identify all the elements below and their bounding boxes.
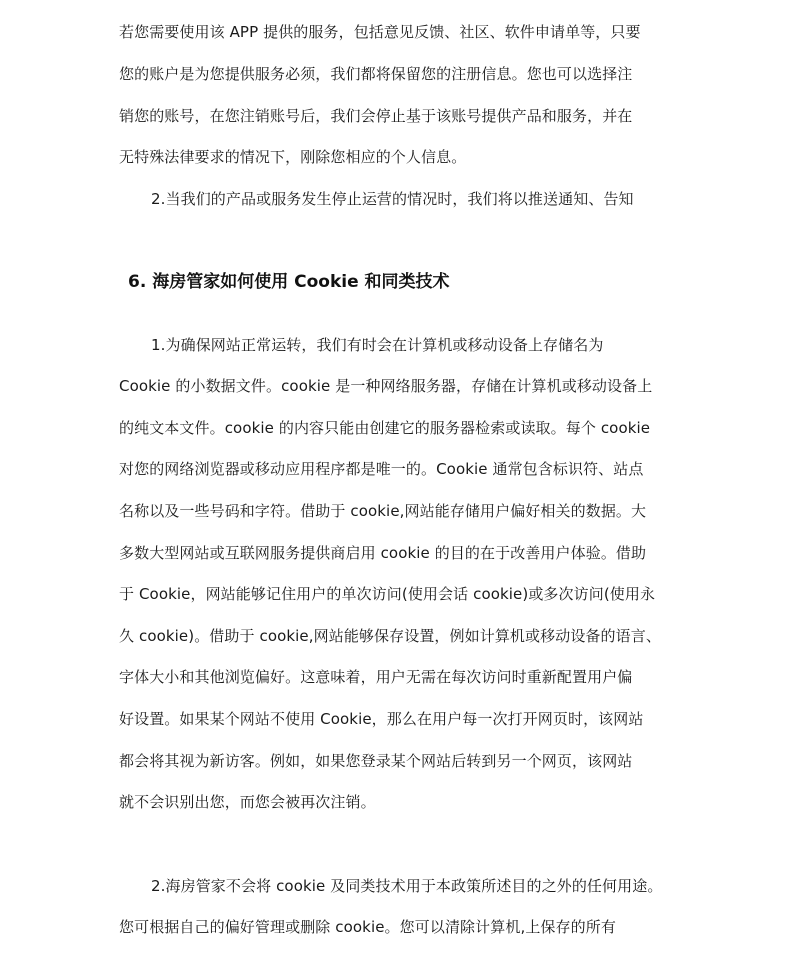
cookie-paragraph-1-line-3: 的纯文本文件。cookie 的内容只能由创建它的服务器检索或读取。每个 cookie bbox=[119, 419, 651, 437]
cookie-paragraph-1-line-9: 字体大小和其他浏览偏好。这意味着，用户无需在每次访问时重新配置用户偏 bbox=[119, 668, 633, 686]
cookie-paragraph-1-line-5: 名称以及一些号码和字符。借助于 cookie,网站能存储用户偏好相关的数据。大 bbox=[119, 502, 647, 520]
cookie-paragraph-1-line-6: 多数大型网站或互联网服务提供商启用 cookie 的目的在于改善用户体验。借助 bbox=[119, 544, 647, 562]
paragraph-top-line-4: 无特殊法律要求的情况下，刚除您相应的个人信息。 bbox=[119, 148, 467, 166]
section-heading-cookie: 6. 海房管家如何使用 Cookie 和同类技术 bbox=[128, 272, 450, 292]
cookie-paragraph-1-line-2: Cookie 的小数据文件。cookie 是一种网络服务器，存储在计算机或移动设备上 bbox=[119, 377, 653, 395]
paragraph-top-line-2: 您的账户是为您提供服务必须，我们都将保留您的注册信息。您也可以选择注 bbox=[119, 65, 633, 83]
cookie-paragraph-1-line-8: 久 cookie)。借助于 cookie,网站能够保存设置，例如计算机或移动设备的语言、 bbox=[119, 627, 661, 645]
cookie-paragraph-1-line-12: 就不会识别出您，而您会被再次注销。 bbox=[119, 793, 376, 811]
cookie-paragraph-1-line-4: 对您的网络浏览器或移动应用程序都是唯一的。Cookie 通常包含标识符、站点 bbox=[119, 460, 644, 478]
cookie-paragraph-1-line-10: 好设置。如果某个网站不使用 Cookie，那么在用户每一次打开网页时，该网站 bbox=[119, 710, 644, 728]
cookie-paragraph-1-line-11: 都会将其视为新访客。例如，如果您登录某个网站后转到另一个网页，该网站 bbox=[119, 752, 633, 770]
cookie-paragraph-1-line-1: 1.为确保网站正常运转，我们有时会在计算机或移动设备上存储名为 bbox=[151, 336, 604, 354]
cookie-paragraph-2-line-2: 您可根据自己的偏好管理或删除 cookie。您可以清除计算机,上保存的所有 bbox=[119, 918, 616, 936]
cookie-paragraph-2-line-1: 2.海房管家不会将 cookie 及同类技术用于本政策所述目的之外的任何用途。 bbox=[151, 877, 663, 895]
cookie-paragraph-1-line-7: 于 Cookie，网站能够记住用户的单次访问(使用会话 cookie)或多次访问(使用永 bbox=[119, 585, 656, 603]
paragraph-top-line-1: 若您需要使用该 APP 提供的服务，包括意见反馈、社区、软件申请单等，只要 bbox=[119, 23, 641, 41]
paragraph-top-line-3: 销您的账号，在您注销账号后，我们会停止基于该账号提供产品和服务，并在 bbox=[119, 107, 633, 125]
item-2-notice-line: 2.当我们的产品或服务发生停止运营的情况时，我们将以推送通知、告知 bbox=[151, 190, 634, 208]
